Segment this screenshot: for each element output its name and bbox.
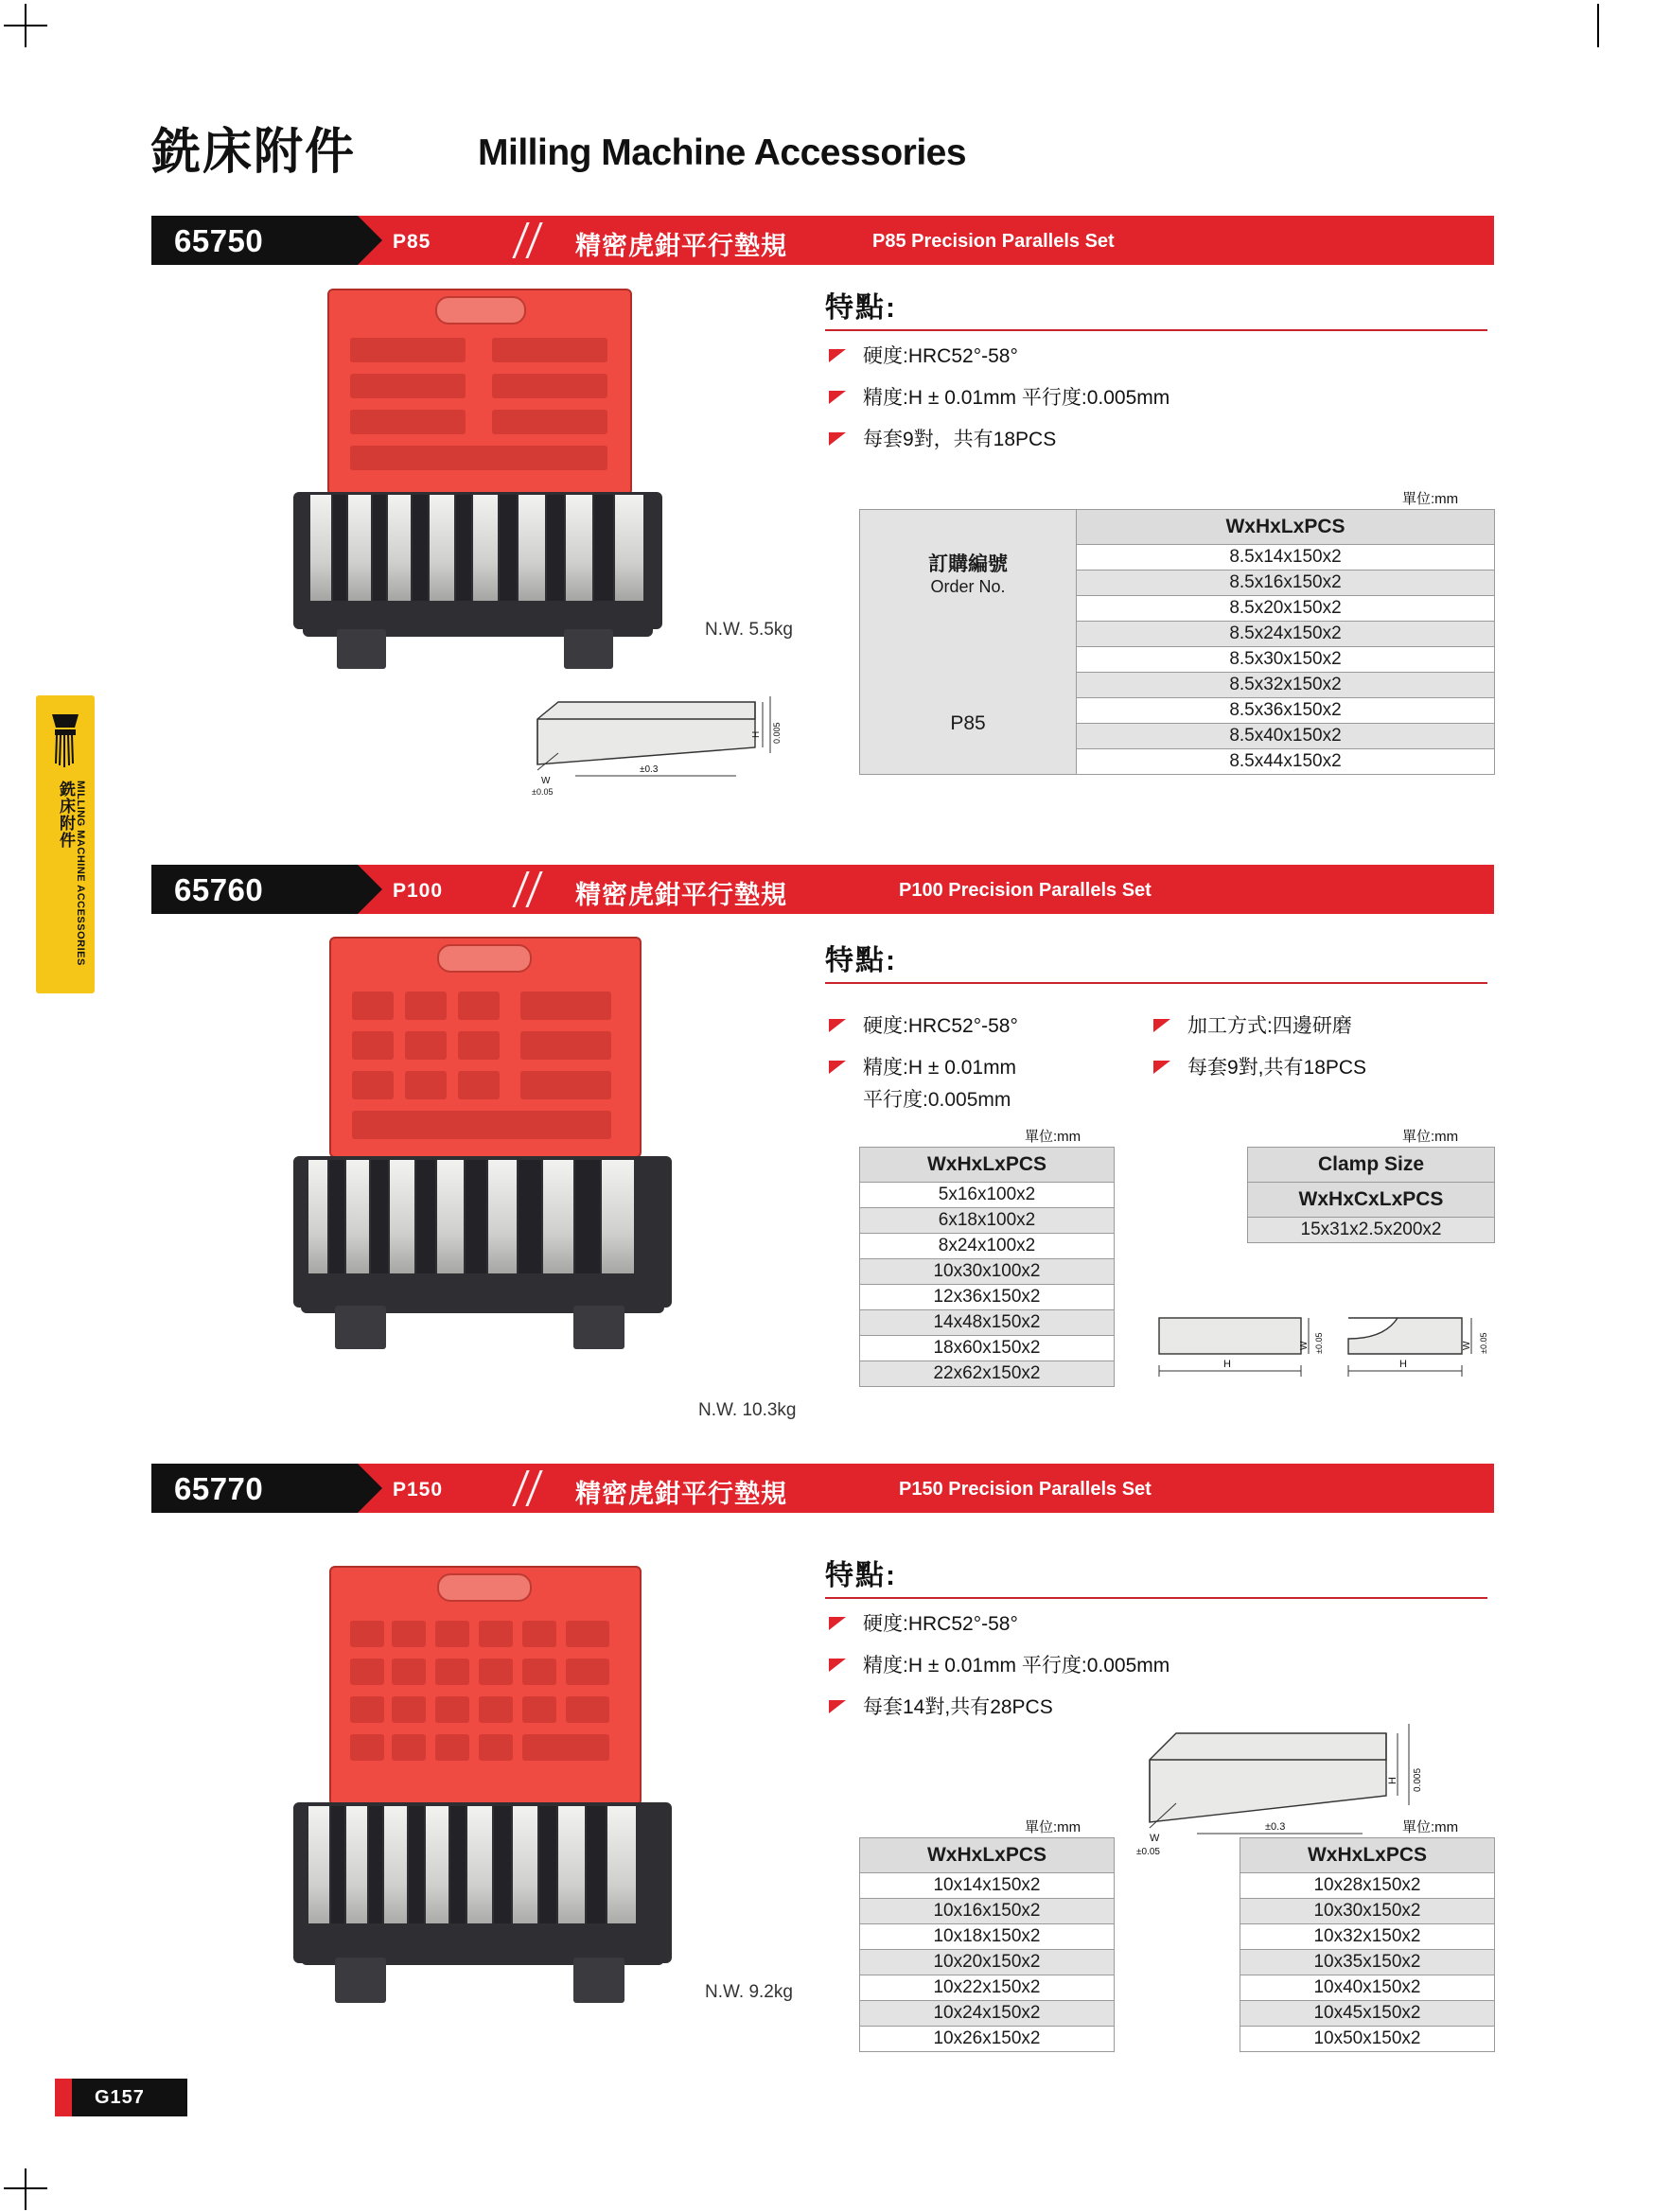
bullet-marker-icon (829, 349, 846, 362)
table-row: 10x22x150x2 (860, 1975, 1115, 2001)
clamp-title: Clamp Size (1248, 1148, 1495, 1183)
features-65760 (825, 937, 1487, 984)
features-right-col-65760 (1150, 1001, 1509, 1084)
table-row: 10x26x150x2 (860, 2027, 1115, 2052)
svg-text:0.005: 0.005 (772, 722, 782, 744)
bullet-marker-icon (829, 1700, 846, 1713)
svg-text:±0.05: ±0.05 (532, 787, 554, 797)
feature-text: 每套9對,共有18PCS (1187, 1057, 1367, 1079)
bullet-marker-icon (829, 1659, 846, 1672)
feature-text: 每套14對,共有28PCS (863, 1696, 1053, 1718)
svg-text:±0.3: ±0.3 (1265, 1821, 1286, 1833)
svg-text:W: W (1462, 1341, 1472, 1350)
product-code: 65760 (174, 872, 264, 907)
dims-header: WxHxLxPCS (1240, 1838, 1495, 1873)
table-row: 8.5x30x150x2 (1077, 647, 1495, 673)
svg-text:±0.05: ±0.05 (1479, 1332, 1488, 1354)
unit-label-right-65770: 單位:mm (1402, 1819, 1459, 1835)
feature-item (825, 341, 1487, 373)
table-row: 6x18x100x2 (860, 1208, 1115, 1234)
table-row: 10x16x150x2 (860, 1899, 1115, 1924)
svg-text:±0.3: ±0.3 (640, 764, 659, 775)
feature-item (825, 1052, 1166, 1084)
dimension-drawing-65750 (519, 662, 793, 795)
side-tab-label-en: MILLING MACHINE ACCESSORIES (75, 781, 86, 966)
features-65750 (825, 284, 1487, 456)
table-row: 18x60x150x2 (860, 1336, 1115, 1361)
order-no-value: P85 (950, 712, 986, 734)
spec-table-left-65770 (859, 1837, 1115, 2052)
product-title-en: P100 Precision Parallels Set (899, 880, 1152, 901)
table-row: 10x32x150x2 (1240, 1924, 1495, 1950)
brush-icon (48, 709, 82, 775)
unit-label-65760: 單位:mm (1025, 1129, 1081, 1145)
table-row: 22x62x150x2 (860, 1361, 1115, 1387)
table-row: 10x20x150x2 (860, 1950, 1115, 1975)
svg-text:H: H (751, 730, 762, 738)
feature-text: 精度:H ± 0.01mm 平行度:0.005mm (863, 387, 1170, 409)
svg-text:±0.05: ±0.05 (1314, 1332, 1324, 1354)
unit-label-clamp-65760: 單位:mm (1402, 1129, 1459, 1145)
clamp-size-table-65760 (1247, 1147, 1495, 1243)
crop-mark-bottom-left-h (4, 2187, 47, 2189)
clamp-dimension-drawing-65760 (1150, 1301, 1509, 1419)
dims-header: WxHxLxPCS (860, 1838, 1115, 1873)
table-row: 10x28x150x2 (1240, 1873, 1495, 1899)
svg-text:0.005: 0.005 (1413, 1767, 1423, 1792)
table-row: 15x31x2.5x200x2 (1248, 1218, 1495, 1243)
chevron-icon (514, 865, 552, 914)
page-footer (55, 2079, 187, 2116)
order-no-cell (860, 510, 1077, 775)
case-latch-left (335, 1306, 386, 1349)
case-latch-left (337, 629, 386, 669)
crop-mark-top-right-v (1597, 4, 1599, 47)
product-model: P85 (393, 231, 431, 253)
case-latch-right (573, 1957, 624, 2003)
product-title-cn: 精密虎鉗平行墊規 (575, 232, 787, 260)
side-tab-label-cn: 銑床附件 (57, 781, 75, 849)
product-image-65750 (293, 289, 662, 676)
product-title-en: P85 Precision Parallels Set (872, 231, 1115, 252)
case-handle (435, 296, 526, 325)
clamp-header: WxHxCxLxPCS (1248, 1183, 1495, 1218)
side-tab (36, 695, 95, 993)
table-row: 8.5x20x150x2 (1077, 596, 1495, 622)
table-row: 8.5x44x150x2 (1077, 749, 1495, 775)
svg-text:W: W (541, 776, 551, 786)
product-image-65760 (293, 937, 672, 1362)
table-row: 8.5x40x150x2 (1077, 724, 1495, 749)
bullet-marker-icon (1153, 1061, 1170, 1074)
case-lid (329, 1566, 642, 1806)
product-image-65770 (293, 1566, 672, 2010)
bullet-marker-icon (829, 432, 846, 446)
dims-header: WxHxLxPCS (1077, 510, 1495, 545)
dims-header: WxHxLxPCS (860, 1148, 1115, 1183)
features-left-col-65760 (825, 1001, 1166, 1116)
features-rule (825, 329, 1487, 331)
net-weight-65760: N.W. 10.3kg (698, 1400, 797, 1420)
order-no-header-cn: 訂購編號 (928, 553, 1008, 575)
product-title-en: P150 Precision Parallels Set (899, 1479, 1152, 1500)
product-model: P150 (393, 1479, 444, 1501)
net-weight-65750: N.W. 5.5kg (705, 620, 793, 640)
svg-text:W: W (1299, 1341, 1310, 1350)
features-rule (825, 1597, 1487, 1599)
section-banner-65760 (151, 865, 1494, 914)
feature-item (825, 1608, 1487, 1641)
spec-table-right-65770 (1240, 1837, 1495, 2052)
feature-item (825, 382, 1487, 414)
table-row: 8x24x100x2 (860, 1234, 1115, 1259)
case-handle (437, 944, 532, 973)
spec-table-65750-body (859, 509, 1495, 775)
feature-item (1150, 1010, 1509, 1043)
table-row: 14x48x150x2 (860, 1310, 1115, 1336)
order-no-header-en: Order No. (930, 577, 1006, 596)
svg-text:±0.05: ±0.05 (1136, 1847, 1160, 1857)
product-code: 65770 (174, 1471, 264, 1506)
feature-text: 硬度:HRC52°-58° (863, 1613, 1018, 1635)
case-latch-left (335, 1957, 386, 2003)
table-row: 8.5x16x150x2 (1077, 571, 1495, 596)
unit-label-left-65770: 單位:mm (1025, 1819, 1081, 1835)
crop-mark-top-left-h (4, 25, 47, 26)
features-rule (825, 982, 1487, 984)
feature-item (825, 1010, 1166, 1043)
product-model: P100 (393, 880, 444, 902)
table-row: 5x16x100x2 (860, 1183, 1115, 1208)
svg-text:H: H (1387, 1777, 1398, 1784)
feature-item (1150, 1052, 1509, 1084)
table-row: 10x14x150x2 (860, 1873, 1115, 1899)
feature-text: 硬度:HRC52°-58° (863, 1015, 1018, 1037)
feature-text: 加工方式:四邊研磨 (1187, 1015, 1352, 1037)
product-code: 65750 (174, 223, 264, 258)
table-row: 10x35x150x2 (1240, 1950, 1495, 1975)
bullet-marker-icon (829, 1617, 846, 1630)
table-row: 10x40x150x2 (1240, 1975, 1495, 2001)
features-title: 特點: (825, 1560, 897, 1591)
table-row: 8.5x24x150x2 (1077, 622, 1495, 647)
bullet-marker-icon (1153, 1019, 1170, 1032)
table-row: 8.5x14x150x2 (1077, 545, 1495, 571)
svg-text:W: W (1150, 1833, 1160, 1844)
section-banner-65750 (151, 216, 1494, 265)
case-handle (437, 1573, 532, 1602)
table-row: 10x24x150x2 (860, 2001, 1115, 2027)
table-row: 10x30x100x2 (860, 1259, 1115, 1285)
feature-text: 平行度:0.005mm (863, 1089, 1011, 1111)
feature-text: 精度:H ± 0.01mm 平行度:0.005mm (863, 1655, 1170, 1677)
feature-text: 硬度:HRC52°-58° (863, 345, 1018, 367)
features-title: 特點: (825, 945, 897, 976)
features-title: 特點: (825, 292, 897, 324)
table-row: 10x30x150x2 (1240, 1899, 1495, 1924)
spec-table-65760 (859, 1147, 1115, 1387)
bullet-marker-icon (829, 391, 846, 404)
feature-text: 每套9對，共有18PCS (863, 429, 1057, 450)
product-title-cn: 精密虎鉗平行墊規 (575, 881, 787, 909)
page-title-en: Milling Machine Accessories (478, 132, 967, 173)
svg-text:H: H (1399, 1359, 1407, 1370)
table-row: 10x18x150x2 (860, 1924, 1115, 1950)
table-row: 12x36x150x2 (860, 1285, 1115, 1310)
page-title-cn: 銑床附件 (151, 125, 357, 180)
table-row: 10x50x150x2 (1240, 2027, 1495, 2052)
unit-label-65750: 單位:mm (1402, 491, 1459, 507)
chevron-icon (514, 1464, 552, 1513)
feature-item (825, 424, 1487, 456)
bullet-marker-icon (829, 1019, 846, 1032)
svg-text:H: H (1223, 1359, 1231, 1370)
table-row: 8.5x32x150x2 (1077, 673, 1495, 698)
bullet-marker-icon (829, 1061, 846, 1074)
feature-text: 精度:H ± 0.01mm (863, 1057, 1017, 1079)
section-banner-65770 (151, 1464, 1494, 1513)
page-number: G157 (95, 2087, 145, 2108)
case-latch-right (573, 1306, 624, 1349)
footer-accent (55, 2079, 72, 2116)
table-row: 10x45x150x2 (1240, 2001, 1495, 2027)
table-row: 8.5x36x150x2 (1077, 698, 1495, 724)
chevron-icon (514, 216, 552, 265)
crop-mark-bottom-left-v (25, 2168, 26, 2210)
product-title-cn: 精密虎鉗平行墊規 (575, 1480, 787, 1508)
net-weight-65770: N.W. 9.2kg (705, 1982, 793, 2002)
